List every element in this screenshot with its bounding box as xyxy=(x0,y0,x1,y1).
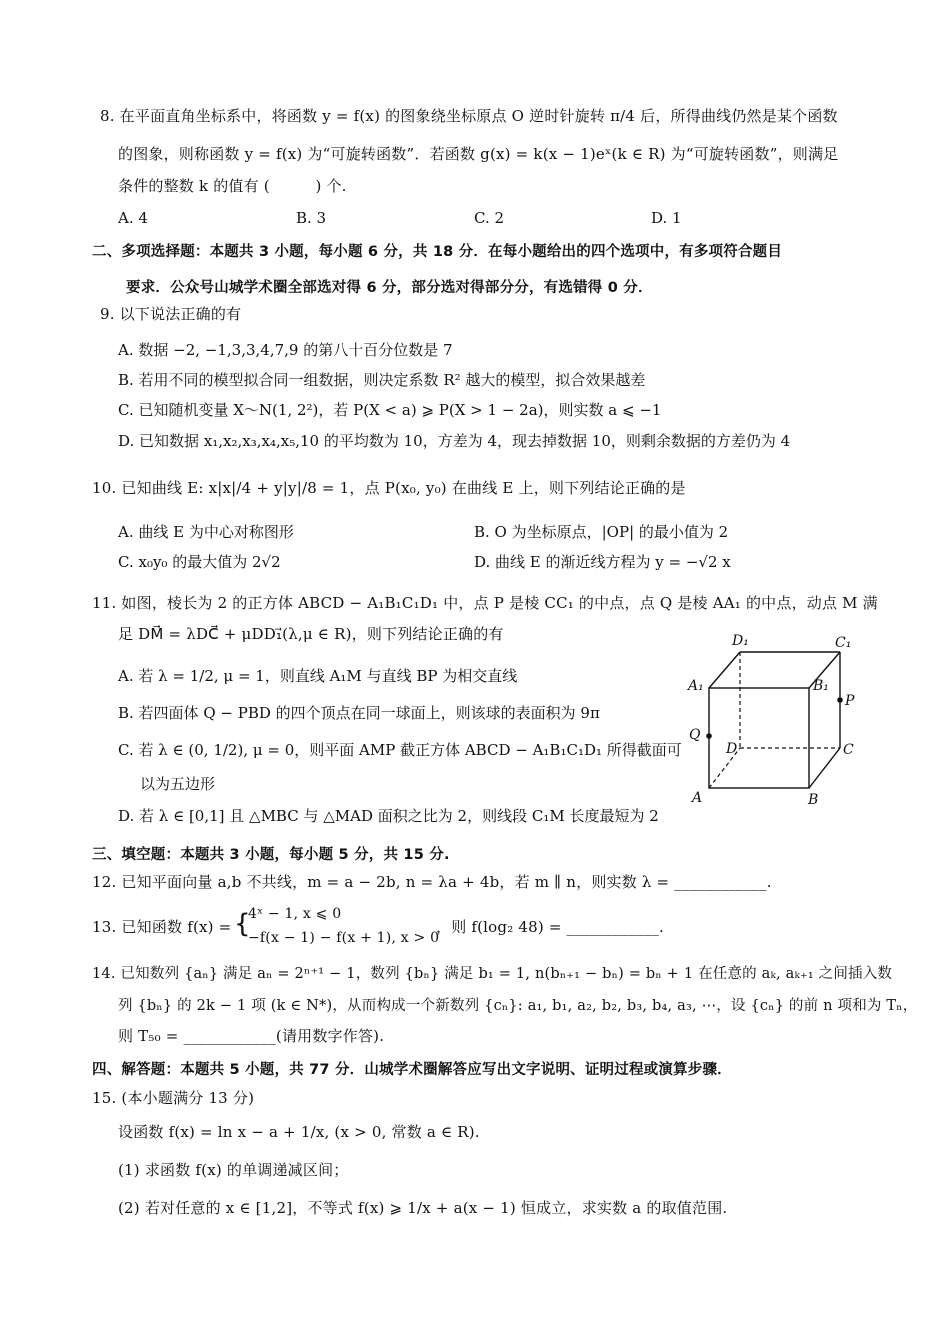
q9-stem: 9. 以下说法正确的有 xyxy=(100,305,242,323)
label-b1: B₁ xyxy=(813,678,829,694)
q14-line3: 则 T₅₀ = ____________(请用数字作答). xyxy=(118,1027,385,1045)
section2-heading-line2: 要求．公众号山城学术圈全部选对得 6 分，部分选对得部分分，有选错得 0 分． xyxy=(126,280,653,296)
q13-brace: { xyxy=(234,909,251,939)
q11-option-c-line1: C. 若 λ ∈ (0, 1/2), μ = 0，则平面 AMP 截正方体 ABCD − A₁B₁C₁D₁ 所得截面可 xyxy=(118,741,682,759)
q15-setup: 设函数 f(x) = ln x − a + 1/x, (x > 0, 常数 a ∈ R). xyxy=(118,1123,480,1141)
q10-option-c: C. x₀y₀ 的最大值为 2√2 xyxy=(118,553,281,571)
label-d: D xyxy=(726,741,738,757)
q10-option-a: A. 曲线 E 为中心对称图形 xyxy=(118,523,294,541)
q15-head: 15. (本小题满分 13 分) xyxy=(92,1089,255,1107)
q13-case2: −f(x − 1) − f(x + 1), x > 0 xyxy=(248,930,440,946)
point-q-marker xyxy=(706,733,712,739)
q10-option-b: B. O 为坐标原点，|OP| 的最小值为 2 xyxy=(474,523,729,541)
section2-heading-line1: 二、多项选择题：本题共 3 小题，每小题 6 分，共 18 分．在每小题给出的四个选项中，有多项符合题目 xyxy=(92,244,783,260)
q15-part2: (2) 若对任意的 x ∈ [1,2]，不等式 f(x) ⩾ 1/x + a(x − 1) 恒成立，求实数 a 的取值范围. xyxy=(118,1199,728,1217)
point-p-marker xyxy=(837,697,843,703)
q9-option-b: B. 若用不同的模型拟合同一组数据，则决定系数 R² 越大的模型，拟合效果越差 xyxy=(118,371,646,389)
q9-option-a: A. 数据 −2, −1,3,3,4,7,9 的第八十百分位数是 7 xyxy=(118,341,453,359)
label-p: P xyxy=(845,693,855,709)
q8-option-d: D. 1 xyxy=(651,209,682,227)
q8-line2: 的图象，则称函数 y = f(x) 为“可旋转函数”．若函数 g(x) = k(x − 1)eˣ(k ∈ R) 为“可旋转函数”，则满足 xyxy=(118,145,839,163)
cube-figure xyxy=(680,628,880,808)
q13-suffix: ，则 f(log₂ 48) = ____________. xyxy=(436,918,664,936)
q8-line3: 条件的整数 k 的值有 ( ) 个. xyxy=(118,177,347,195)
q8-option-b: B. 3 xyxy=(296,209,327,227)
q15-part1: (1) 求函数 f(x) 的单调递减区间； xyxy=(118,1161,349,1179)
q14-line1: 14. 已知数列 {aₙ} 满足 aₙ = 2ⁿ⁺¹ − 1，数列 {bₙ} 满足 b₁ = 1, n(bₙ₊₁ − bₙ) = bₙ + 1 在任意的 aₖ, aₖ₊₁ 之间插入数 xyxy=(92,966,893,982)
label-a: A xyxy=(692,790,703,806)
section3-heading: 三、填空题：本题共 3 小题，每小题 5 分，共 15 分. xyxy=(92,847,450,863)
label-q: Q xyxy=(689,727,701,743)
q11-option-d: D. 若 λ ∈ [0,1] 且 △MBC 与 △MAD 面积之比为 2，则线段 C₁M 长度最短为 2 xyxy=(118,807,659,825)
q14-line2: 列 {bₙ} 的 2k − 1 项 (k ∈ N*)，从而构成一个新数列 {cₙ}: a₁, b₁, a₂, b₂, b₃, b₄, a₃, ⋯，设 {cₙ} 的前 n 项和为 Tₙ， xyxy=(118,998,918,1014)
q10-option-d: D. 曲线 E 的渐近线方程为 y = −√2 x xyxy=(474,553,731,571)
q9-option-c: C. 已知随机变量 X～N(1, 2²)，若 P(X < a) ⩾ P(X > 1 − 2a)，则实数 a ⩽ −1 xyxy=(118,401,662,419)
section4-heading: 四、解答题：本题共 5 小题，共 77 分．山城学术圈解答应写出文字说明、证明过程或演算步骤． xyxy=(92,1062,732,1078)
label-c1: C₁ xyxy=(835,635,852,651)
q13-case1: 4ˣ − 1, x ⩽ 0 xyxy=(248,906,342,922)
cube-hidden-edges xyxy=(709,652,840,788)
label-d1: D₁ xyxy=(732,633,749,649)
cube-front-face xyxy=(709,688,809,788)
q11-option-b: B. 若四面体 Q − PBD 的四个顶点在同一球面上，则该球的表面积为 9π xyxy=(118,704,600,722)
q9-option-d: D. 已知数据 x₁,x₂,x₃,x₄,x₅,10 的平均数为 10，方差为 4，现去掉数据 10，则剩余数据的方差仍为 4 xyxy=(118,432,791,450)
q11-line2: 足 DM⃗ = λDC⃗ + μDD₁⃗(λ,μ ∈ R)，则下列结论正确的有 xyxy=(118,625,504,643)
q10-stem: 10. 已知曲线 E: x|x|/4 + y|y|/8 = 1，点 P(x₀, y₀) 在曲线 E 上，则下列结论正确的是 xyxy=(92,479,686,497)
label-a1: A₁ xyxy=(688,678,704,694)
q13-prefix: 13. 已知函数 f(x) = xyxy=(92,918,232,936)
q11-option-a: A. 若 λ = 1/2, μ = 1，则直线 A₁M 与直线 BP 为相交直线 xyxy=(118,667,518,685)
label-b: B xyxy=(808,792,819,808)
q8-option-c: C. 2 xyxy=(474,209,505,227)
q11-option-c-line2: 以为五边形 xyxy=(140,775,216,793)
q8-line1: 8. 在平面直角坐标系中，将函数 y = f(x) 的图象绕坐标原点 O 逆时针旋转 π/4 后，所得曲线仍然是某个函数 xyxy=(100,107,838,125)
label-c: C xyxy=(843,742,854,758)
q12-text: 12. 已知平面向量 a,b 不共线，m = a − 2b, n = λa + 4b，若 m ∥ n，则实数 λ = ____________. xyxy=(92,873,772,891)
q11-line1: 11. 如图，棱长为 2 的正方体 ABCD − A₁B₁C₁D₁ 中，点 P 是棱 CC₁ 的中点，点 Q 是棱 AA₁ 的中点，动点 M 满 xyxy=(92,594,878,612)
q8-option-a: A. 4 xyxy=(118,209,148,227)
